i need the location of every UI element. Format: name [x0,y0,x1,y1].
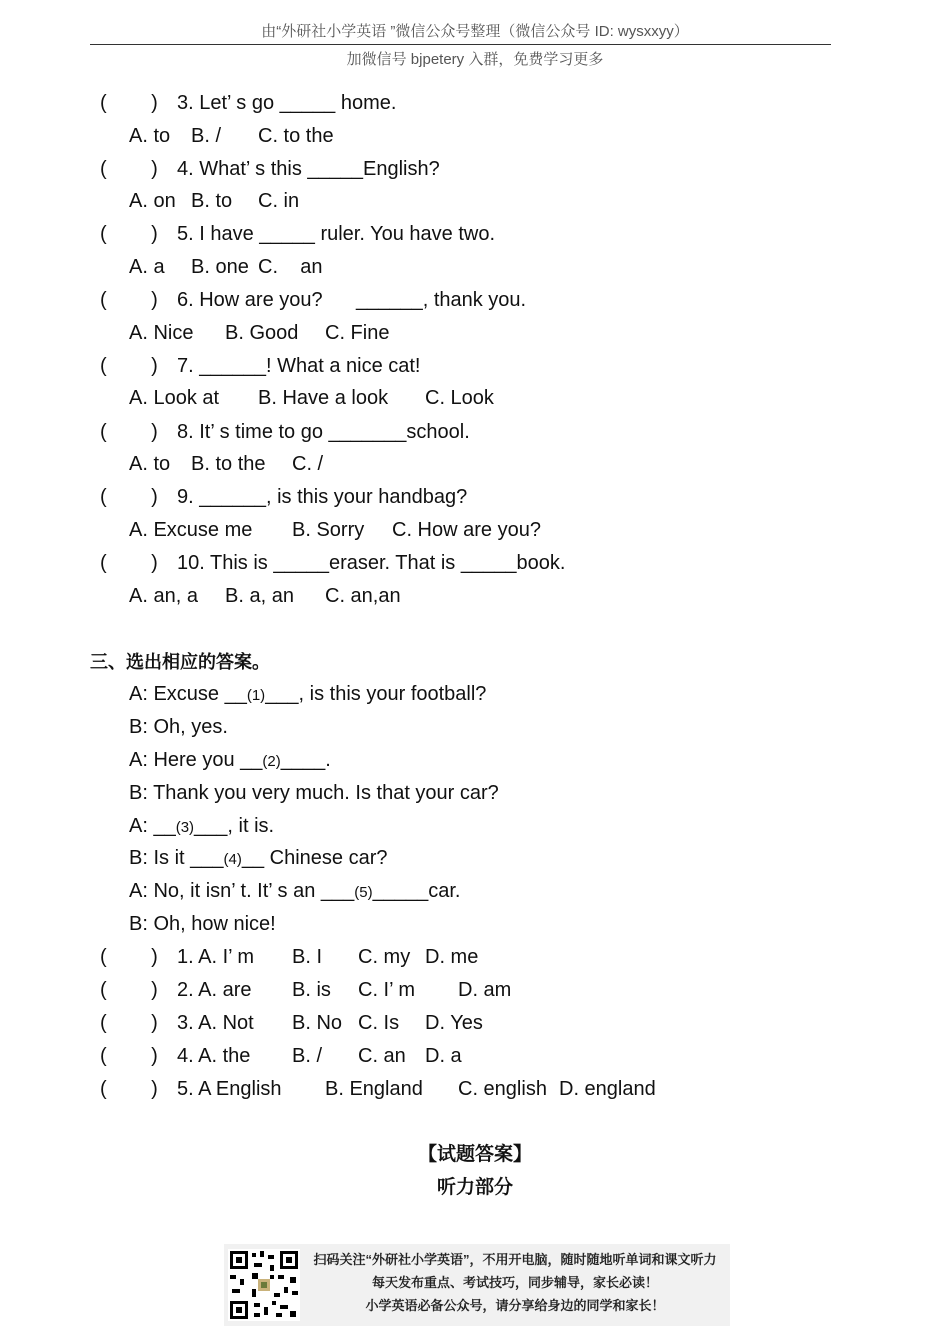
answers-subtitle: 听力部分 [436,1177,513,1198]
choice-option: 3. A. Not [177,1012,254,1034]
qr-code-icon [228,1249,300,1321]
option: C. Look [425,387,494,409]
header-line-1: 由“外研社小学英语 ”微信公众号整理（微信公众号 ID: wysxxyy） [261,23,689,40]
option: A. Nice [129,322,194,344]
blank-number: (1) [246,687,266,704]
blank-number: (3) [175,819,195,836]
choice-option: D. me [425,946,479,968]
blank-number: (5) [354,884,373,901]
option: B. Good [225,322,299,344]
choice-option: C. Is [358,1012,400,1034]
option: C. / [292,453,324,475]
choice-option: B. I [292,946,323,968]
option: A. on [129,190,176,212]
option: A. to [129,453,171,475]
choice-option: 2. A. are [177,979,252,1001]
choice-option: 1. A. I’ m [177,946,255,968]
dialogue-line [129,846,388,872]
choice-option: B. England [325,1078,423,1100]
choice-option: C. an [358,1045,406,1067]
footer-line-1: 扫码关注“外研社小学英语”，不用开电脑，随时随地听单词和课文听力 [313,1252,717,1267]
choice-option: C. english [458,1078,547,1100]
question-text: 10. This is _____eraser. That is _____book. [177,552,566,574]
dialogue-text-after: _____car. [372,880,461,902]
option: C. an,an [325,585,401,607]
option: B. a, an [225,585,294,607]
choice-option: 4. A. the [177,1045,251,1067]
option: C. an [258,256,323,278]
answer-paren: ( ) [100,92,158,114]
question-text: 9. ______, is this your handbag? [177,486,468,508]
option: B. to the [191,453,266,475]
dialogue-line [129,748,331,774]
dialogue-line [129,682,486,708]
section-3-title: 三、选出相应的答案。 [90,652,270,672]
choice-option: D. am [458,979,512,1001]
option: C. Fine [325,322,390,344]
answer-paren: ( ) [100,979,158,1001]
option: C. to the [258,125,334,147]
choice-option: D. Yes [425,1012,483,1034]
choice-option: B. No [292,1012,343,1034]
option: B. / [191,125,222,147]
option: B. Have a look [258,387,389,409]
answer-paren: ( ) [100,223,158,245]
choice-option: D. a [425,1045,462,1067]
dialogue-text: A: __ [129,815,176,837]
dialogue-text: B: Is it ___ [129,847,224,869]
answer-paren: ( ) [100,486,158,508]
option: B. Sorry [292,519,365,541]
dialogue-text: A: Here you __ [129,749,263,771]
answer-paren: ( ) [100,1012,158,1034]
answer-paren: ( ) [100,421,158,443]
option: B. one [191,256,249,278]
answer-paren: ( ) [100,355,158,377]
option: A. an, a [129,585,198,607]
dialogue-text: B: Oh, yes. [129,716,228,738]
choice-option: C. I’ m [358,979,416,1001]
dialogue-text-after: __ Chinese car? [241,847,388,869]
answer-paren: ( ) [100,1045,158,1067]
dialogue-text: B: Thank you very much. Is that your car? [129,782,499,804]
footer-line-3: 小学英语必备公众号，请分享给身边的同学和家长！ [365,1298,665,1313]
option: A. a [129,256,165,278]
answers-title: 【试题答案】 [417,1144,532,1165]
blank-number: (2) [262,753,281,770]
choice-option: D. england [559,1078,656,1100]
answer-paren: ( ) [100,946,158,968]
answer-paren: ( ) [100,1078,158,1100]
dialogue-text-after: ___, it is. [194,815,275,837]
choice-option: B. is [292,979,331,1001]
dialogue-text: B: Oh, how nice! [129,913,276,935]
choice-option: 5. A English [177,1078,282,1100]
answer-paren: ( ) [100,289,158,311]
dialogue-line [129,715,228,739]
option: B. to [191,190,233,212]
option: A. to [129,125,171,147]
dialogue-line [129,781,499,805]
question-text: 7. ______! What a nice cat! [177,355,421,377]
dialogue-text: A: Excuse __ [129,683,247,705]
choice-option: B. / [292,1045,323,1067]
dialogue-line [129,912,276,936]
answer-paren: ( ) [100,158,158,180]
option: A. Excuse me [129,519,253,541]
option: C. How are you? [392,519,541,541]
answer-paren: ( ) [100,552,158,574]
footer-line-2: 每天发布重点、考试技巧，同步辅导，家长必读！ [371,1275,658,1290]
question-text: 5. I have _____ ruler. You have two. [177,223,496,245]
choice-option: C. my [358,946,411,968]
question-text: 6. How are you? ______, thank you. [177,289,527,311]
option: A. Look at [129,387,220,409]
dialogue-text-after: ___, is this your football? [265,683,487,705]
option: C. in [258,190,300,212]
dialogue-line [129,814,274,840]
header-divider [90,44,831,45]
dialogue-text-after: ____. [280,749,331,771]
dialogue-text: A: No, it isn’ t. It’ s an ___ [129,880,355,902]
question-text: 3. Let’ s go _____ home. [177,92,397,114]
dialogue-line [129,879,461,905]
question-text: 4. What’ s this _____English? [177,158,440,180]
question-text: 8. It’ s time to go _______school. [177,421,470,443]
blank-number: (4) [223,851,242,868]
header-line-2: 加微信号 bjpetery 入群，免费学习更多 [346,51,604,68]
